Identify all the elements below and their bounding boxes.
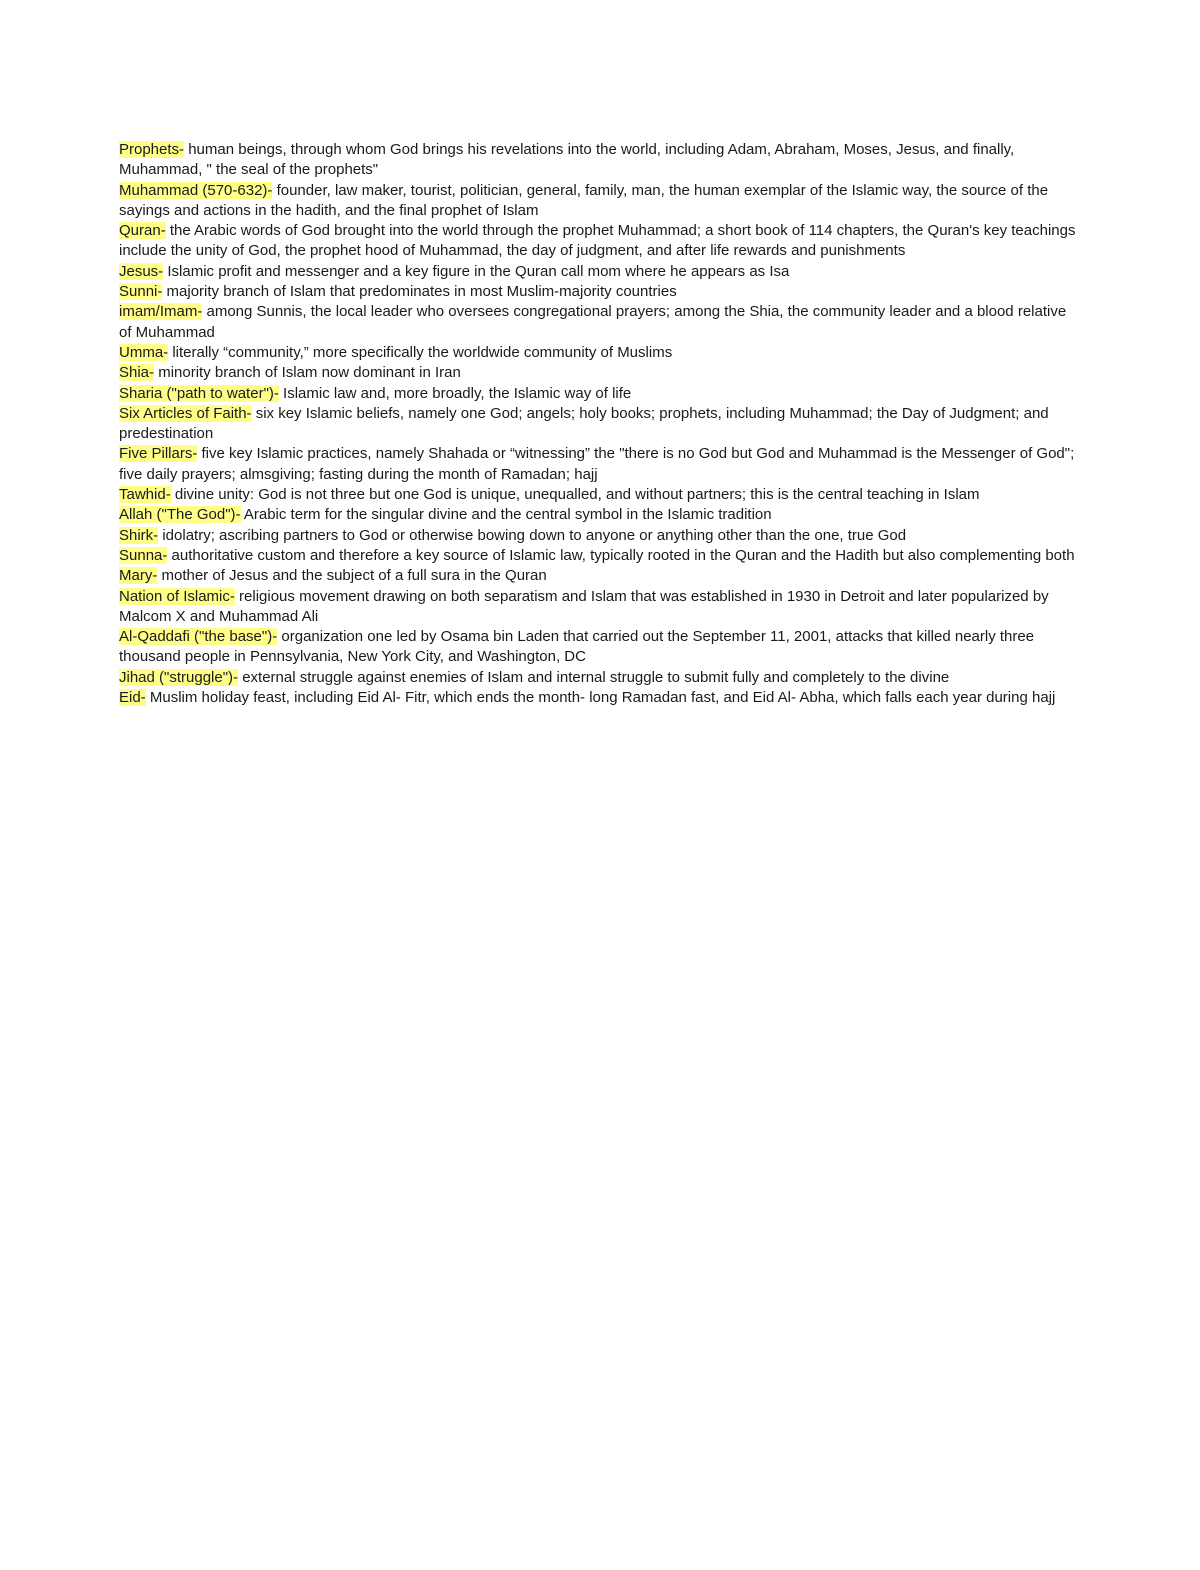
glossary-term: Nation of Islamic- bbox=[119, 587, 235, 605]
glossary-entry bbox=[119, 526, 1081, 546]
glossary-entry bbox=[119, 444, 1081, 485]
glossary-definition: five key Islamic practices, namely Shahada or “witnessing” the "there is no God but God and Muhammad is the Messenger of God"; five daily prayers; almsgiving; fasting during the month of Ramadan; hajj bbox=[119, 445, 1075, 483]
glossary-term: Eid- bbox=[119, 689, 146, 707]
glossary-definition: authoritative custom and therefore a key source of Islamic law, typically rooted in the Quran and the Hadith but also complementing both bbox=[167, 546, 1075, 564]
glossary-term: Tawhid- bbox=[119, 486, 171, 504]
glossary-entry bbox=[119, 282, 1081, 302]
glossary-term: Prophets- bbox=[119, 141, 185, 158]
glossary-list bbox=[119, 140, 1081, 708]
glossary-definition: organization one led by Osama bin Laden that carried out the September 11, 2001, attacks that killed nearly three thousand people in Pennsylvania, New York City, and Washington, DC bbox=[119, 628, 1035, 666]
glossary-definition: Islamic profit and messenger and a key figure in the Quran call mom where he appears as Isa bbox=[163, 262, 790, 280]
glossary-entry bbox=[119, 262, 1081, 282]
glossary-term: Sunni- bbox=[119, 283, 163, 301]
glossary-definition: minority branch of Islam now dominant in Iran bbox=[154, 364, 461, 382]
glossary-term: Jihad ("struggle")- bbox=[119, 668, 239, 686]
glossary-definition: mother of Jesus and the subject of a full sura in the Quran bbox=[157, 567, 547, 585]
glossary-entry bbox=[119, 587, 1081, 628]
glossary-term: Shirk- bbox=[119, 526, 159, 544]
glossary-term: imam/Imam- bbox=[119, 303, 203, 321]
glossary-definition: Muslim holiday feast, including Eid Al- Fitr, which ends the month- long Ramadan fast, and Eid Al- Abha, which falls each year during hajj bbox=[145, 689, 1056, 707]
glossary-entry bbox=[119, 404, 1081, 445]
glossary-entry bbox=[119, 688, 1081, 708]
glossary-definition: the Arabic words of God brought into the world through the prophet Muhammad; a short book of 114 chapters, the Quran's key teachings include the unity of God, the prophet hood of Muhammad, the day of judgment, and after life rewards and punishments bbox=[119, 222, 1076, 260]
glossary-definition: external struggle against enemies of Islam and internal struggle to submit fully and completely to the divine bbox=[238, 668, 950, 686]
glossary-definition: divine unity: God is not three but one God is unique, unequalled, and without partners; this is the central teaching in Islam bbox=[170, 486, 980, 504]
glossary-term: Six Articles of Faith- bbox=[119, 404, 252, 422]
glossary-definition: Islamic law and, more broadly, the Islamic way of life bbox=[278, 384, 632, 402]
glossary-definition: idolatry; ascribing partners to God or otherwise bowing down to anyone or anything other than the one, true God bbox=[158, 526, 907, 544]
glossary-entry bbox=[119, 668, 1081, 688]
glossary-term: Jesus- bbox=[119, 262, 164, 280]
glossary-definition: founder, law maker, tourist, politician, general, family, man, the human exemplar of the Islamic way, the source of the sayings and actions in the hadith, and the final prophet of Islam bbox=[119, 181, 1049, 219]
glossary-definition: majority branch of Islam that predominates in most Muslim-majority countries bbox=[162, 283, 677, 301]
glossary-entry bbox=[119, 343, 1081, 363]
glossary-definition: human beings, through whom God brings his revelations into the world, including Adam, Abraham, Moses, Jesus, and finally, Muhammad, " the seal of the prophets" bbox=[119, 141, 1015, 179]
glossary-entry bbox=[119, 627, 1081, 668]
glossary-term: Mary- bbox=[119, 567, 158, 585]
glossary-definition: religious movement drawing on both separatism and Islam that was established in 1930 in Detroit and later popularized by Malcom X and Muhammad Ali bbox=[119, 587, 1049, 625]
glossary-term: Sunna- bbox=[119, 546, 168, 564]
glossary-term: Five Pillars- bbox=[119, 445, 198, 463]
glossary-term: Al-Qaddafi ("the base")- bbox=[119, 628, 278, 646]
glossary-entry bbox=[119, 566, 1081, 586]
glossary-definition: literally “community,” more specifically the worldwide community of Muslims bbox=[168, 343, 673, 361]
glossary-term: Shia- bbox=[119, 364, 155, 382]
glossary-term: Umma- bbox=[119, 343, 169, 361]
glossary-entry bbox=[119, 546, 1081, 566]
glossary-entry bbox=[119, 363, 1081, 383]
glossary-entry bbox=[119, 221, 1081, 262]
glossary-entry bbox=[119, 302, 1081, 343]
glossary-entry bbox=[119, 505, 1081, 525]
glossary-entry bbox=[119, 181, 1081, 222]
glossary-term: Allah ("The God")- bbox=[119, 506, 241, 524]
glossary-entry bbox=[119, 485, 1081, 505]
glossary-definition: six key Islamic beliefs, namely one God; angels; holy books; prophets, including Muhammad; the Day of Judgment; and predestination bbox=[119, 404, 1049, 443]
glossary-entry bbox=[119, 140, 1081, 181]
glossary-definition: Arabic term for the singular divine and the central symbol in the Islamic tradition bbox=[240, 506, 772, 524]
glossary-term: Muhammad (570-632)- bbox=[119, 181, 273, 199]
glossary-entry bbox=[119, 384, 1081, 404]
glossary-term: Quran- bbox=[119, 222, 166, 240]
glossary-term: Sharia ("path to water")- bbox=[119, 384, 279, 402]
glossary-definition: among Sunnis, the local leader who oversees congregational prayers; among the Shia, the community leader and a blood relative of Muhammad bbox=[119, 303, 1067, 341]
